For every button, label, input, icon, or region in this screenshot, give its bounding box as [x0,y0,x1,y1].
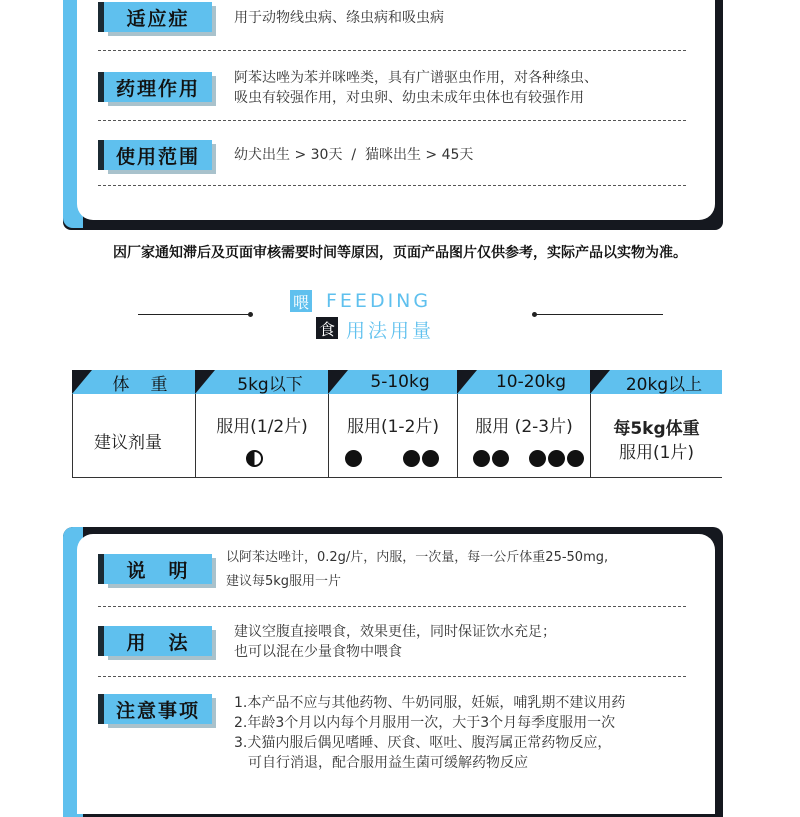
pharmacology-line-2: 吸虫有较强作用，对虫卵、幼虫未成年虫体也有较强作用 [234,90,584,106]
header-over-20kg: 20kg以上 [625,374,703,395]
dose-5-10kg: 服用(1-2片) [346,417,440,437]
dose-over-20kg-line-1: 每5kg体重 [613,419,700,439]
header-under-5kg: 5kg以下 [237,374,303,395]
dose-under-5kg: 服用(1/2片) [216,417,308,437]
divider [98,676,686,677]
heading-char-1: 喂 [290,290,312,312]
two-tablets-icon [472,450,510,471]
precautions-label: 注意事项 [104,694,212,724]
scope-label: 使用范围 [104,140,212,170]
half-tablet-icon [246,450,263,471]
divider [98,185,686,186]
description-label: 说 明 [104,554,212,584]
divider [98,606,686,607]
precaution-item-3: 3.犬猫内服后偶见嗜睡、厌食、呕吐、腹泻属正常药物反应， [234,735,612,751]
usage-line-1: 建议空腹直接喂食，效果更佳，同时保证饮水充足； [234,624,556,640]
description-line-1: 以阿苯达唑计，0.2g/片，内服，一次量，每一公斤体重25-50mg, [226,550,609,565]
notice-text: 因厂家通知滞后及页面审核需要时间等原因，页面产品图片仅供参考，实际产品以实物为准。 [113,245,687,261]
usage-label: 用 法 [104,626,212,656]
dose-over-20kg-line-2: 服用(1片) [618,443,695,463]
row-label-dosage: 建议剂量 [94,433,162,453]
divider [98,50,686,51]
scope-text: 幼犬出生 > 30天 / 猫咪出生 > 45天 [234,147,474,163]
precaution-item-3-cont: 可自行消退，配合服用益生菌可缓解药物反应 [234,755,528,771]
heading-line-right [535,314,663,315]
precaution-item-1: 1.本产品不应与其他药物、牛奶同服，妊娠，哺乳期不建议用药 [234,695,626,711]
pharmacology-line-1: 阿苯达唑为苯并咪唑类，具有广谱驱虫作用，对各种绦虫、 [234,70,598,86]
dosage-table [72,370,722,478]
top-card [77,0,715,220]
one-tablet-icon [344,450,363,471]
indication-label: 适应症 [104,2,212,32]
divider [98,120,686,121]
indication-text: 用于动物线虫病、绦虫病和吸虫病 [234,10,444,26]
pharmacology-label: 药理作用 [104,72,212,102]
heading-english: FEEDING [326,290,432,312]
heading-chinese: 用法用量 [346,320,435,342]
usage-line-2: 也可以混在少量食物中喂食 [234,644,402,660]
three-tablets-icon [528,450,585,471]
heading-char-2: 食 [316,317,338,339]
precaution-item-2: 2.年龄3个月以内每个月服用一次，大于3个月每季度服用一次 [234,715,616,731]
heading-dot-right [532,312,537,317]
dose-10-20kg: 服用 (2-3片) [475,417,573,437]
header-10-20kg: 10-20kg [495,372,567,392]
heading-line-left [138,314,250,315]
header-weight: 体 重 [112,374,170,395]
heading-dot-left [248,312,253,317]
description-line-2: 建议每5kg服用一片 [226,574,342,589]
two-tablets-icon [402,450,440,471]
header-5-10kg: 5-10kg [370,372,430,392]
